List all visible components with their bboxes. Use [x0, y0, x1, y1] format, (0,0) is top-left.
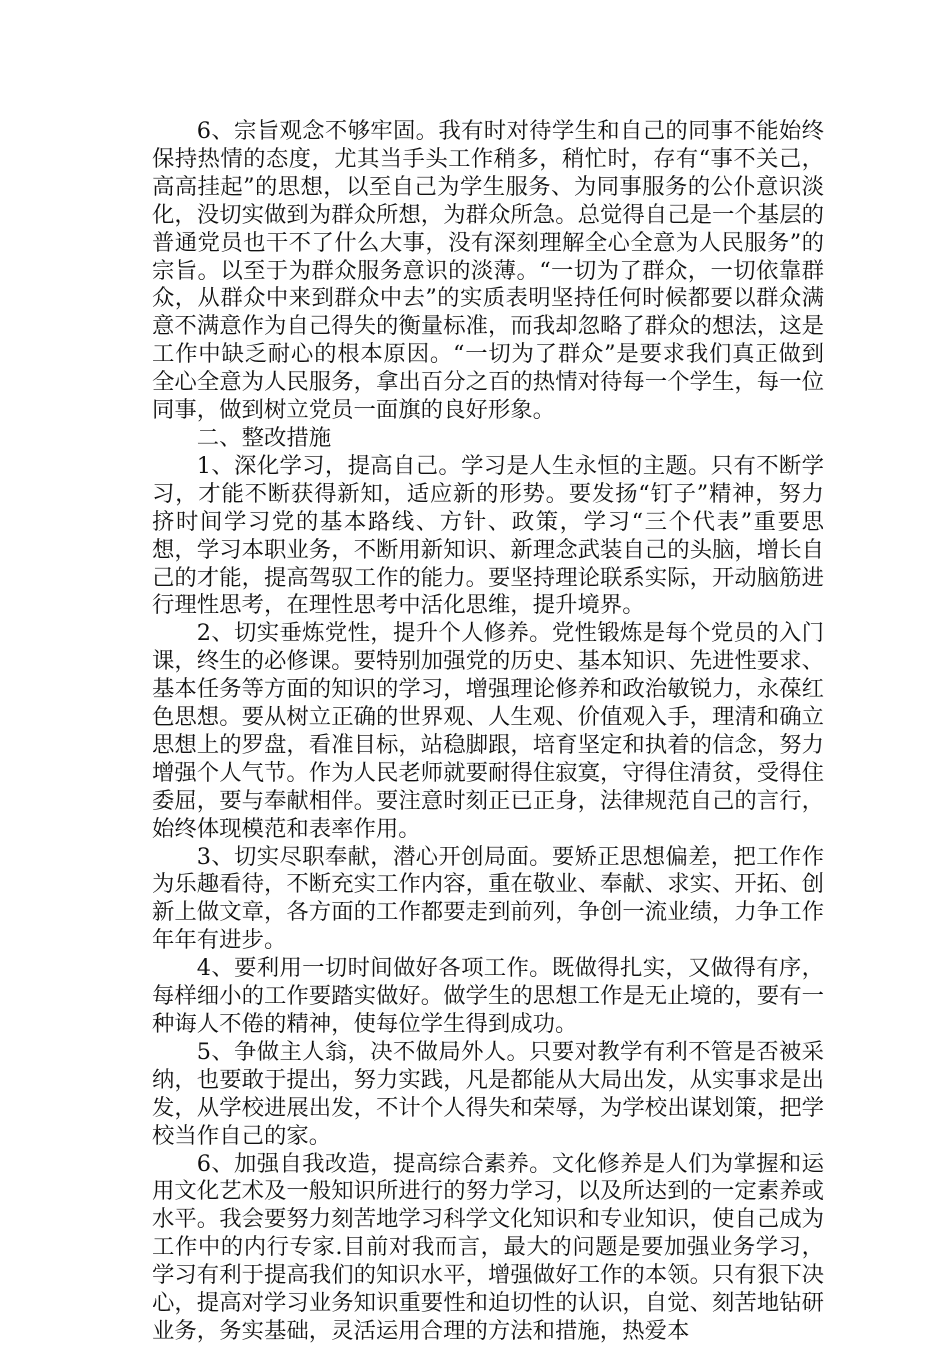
paragraph-self-improvement: 6、加强自我改造，提高综合素养。文化修养是人们为掌握和运用文化艺术及一般知识所进行的努力学习，以及所达到的一定素养或水平。我会要努力刻苦地学习科学文化知识和专业知识，使自己成为工作中的内行专家.目前对我而言，最大的问题是要加强业务学习，学习有利于提高我们的知识水平，增强做好工作的本领。只有狠下决心，提高对学习业务知识重要性和迫切性的认识，自觉、刻苦地钻研业务，务实基础，灵活运用合理的方法和措施，热爱本	[152, 1150, 824, 1344]
paragraph-be-owner: 5、争做主人翁，决不做局外人。只要对教学有利不管是否被采纳，也要敢于提出，努力实践，凡是都能从大局出发，从实事求是出发，从学校进展出发，不计个人得失和荣辱，为学校出谋划策，把学校当作自己的家。	[152, 1038, 824, 1149]
document-page	[152, 118, 824, 1346]
paragraph-deepen-study: 1、深化学习，提高自己。学习是人生永恒的主题。只有不断学习，才能不断获得新知，适应新的形势。要发扬“钉子”精神，努力挤时间学习党的基本路线、方针、政策，学习“三个代表”重要思想，学习本职业务，不断用新知识、新理念武装自己的头脑，增长自己的才能，提高驾驭工作的能力。要坚持理论联系实际，开动脑筋进行理性思考，在理性思考中活化思维，提升境界。	[152, 452, 824, 619]
paragraph-purpose-awareness: 6、宗旨观念不够牢固。我有时对待学生和自己的同事不能始终保持热情的态度，尤其当手头工作稍多，稍忙时，存有“事不关己，高高挂起”的思想，以至自己为学生服务、为同事服务的公仆意识淡化，没切实做到为群众所想，为群众所急。总觉得自己是一个基层的普通党员也干不了什么大事，没有深刻理解全心全意为人民服务”的宗旨。以至于为群众服务意识的淡薄。“一切为了群众，一切依靠群众，从群众中来到群众中去”的实质表明坚持任何时候都要以群众满意不满意作为自己得失的衡量标准，而我却忽略了群众的想法，这是工作中缺乏耐心的根本原因。“一切为了群众”是要求我们真正做到全心全意为人民服务，拿出百分之百的热情对待每一个学生，每一位同事，做到树立党员一面旗的良好形象。	[152, 118, 824, 424]
section-heading-rectification: 二、整改措施	[196, 424, 332, 451]
paragraph-use-time: 4、要利用一切时间做好各项工作。既做得扎实，又做得有序，每样细小的工作要踏实做好。做学生的思想工作是无止境的，要有一种诲人不倦的精神，使每位学生得到成功。	[152, 955, 824, 1037]
paragraph-party-spirit: 2、切实垂炼党性，提升个人修养。党性锻炼是每个党员的入门课，终生的必修课。要特别加强党的历史、基本知识、先进性要求、基本任务等方面的知识的学习，增强理论修养和政治敏锐力，永葆红色思想。要从树立正确的世界观、人生观、价值观入手，理清和确立思想上的罗盘，看准目标，站稳脚跟，培育坚定和执着的信念，努力增强个人气节。作为人民老师就要耐得住寂寞，守得住清贫，受得住委屈，要与奉献相伴。要注意时刻正已正身，法律规范自己的言行，始终体现模范和表率作用。	[152, 620, 824, 842]
paragraph-dedication: 3、切实尽职奉献，潜心开创局面。要矫正思想偏差，把工作作为乐趣看待，不断充实工作内容，重在敬业、奉献、求实、开拓、创新上做文章，各方面的工作都要走到前列，争创一流业绩，力争工作年年有进步。	[152, 843, 824, 954]
